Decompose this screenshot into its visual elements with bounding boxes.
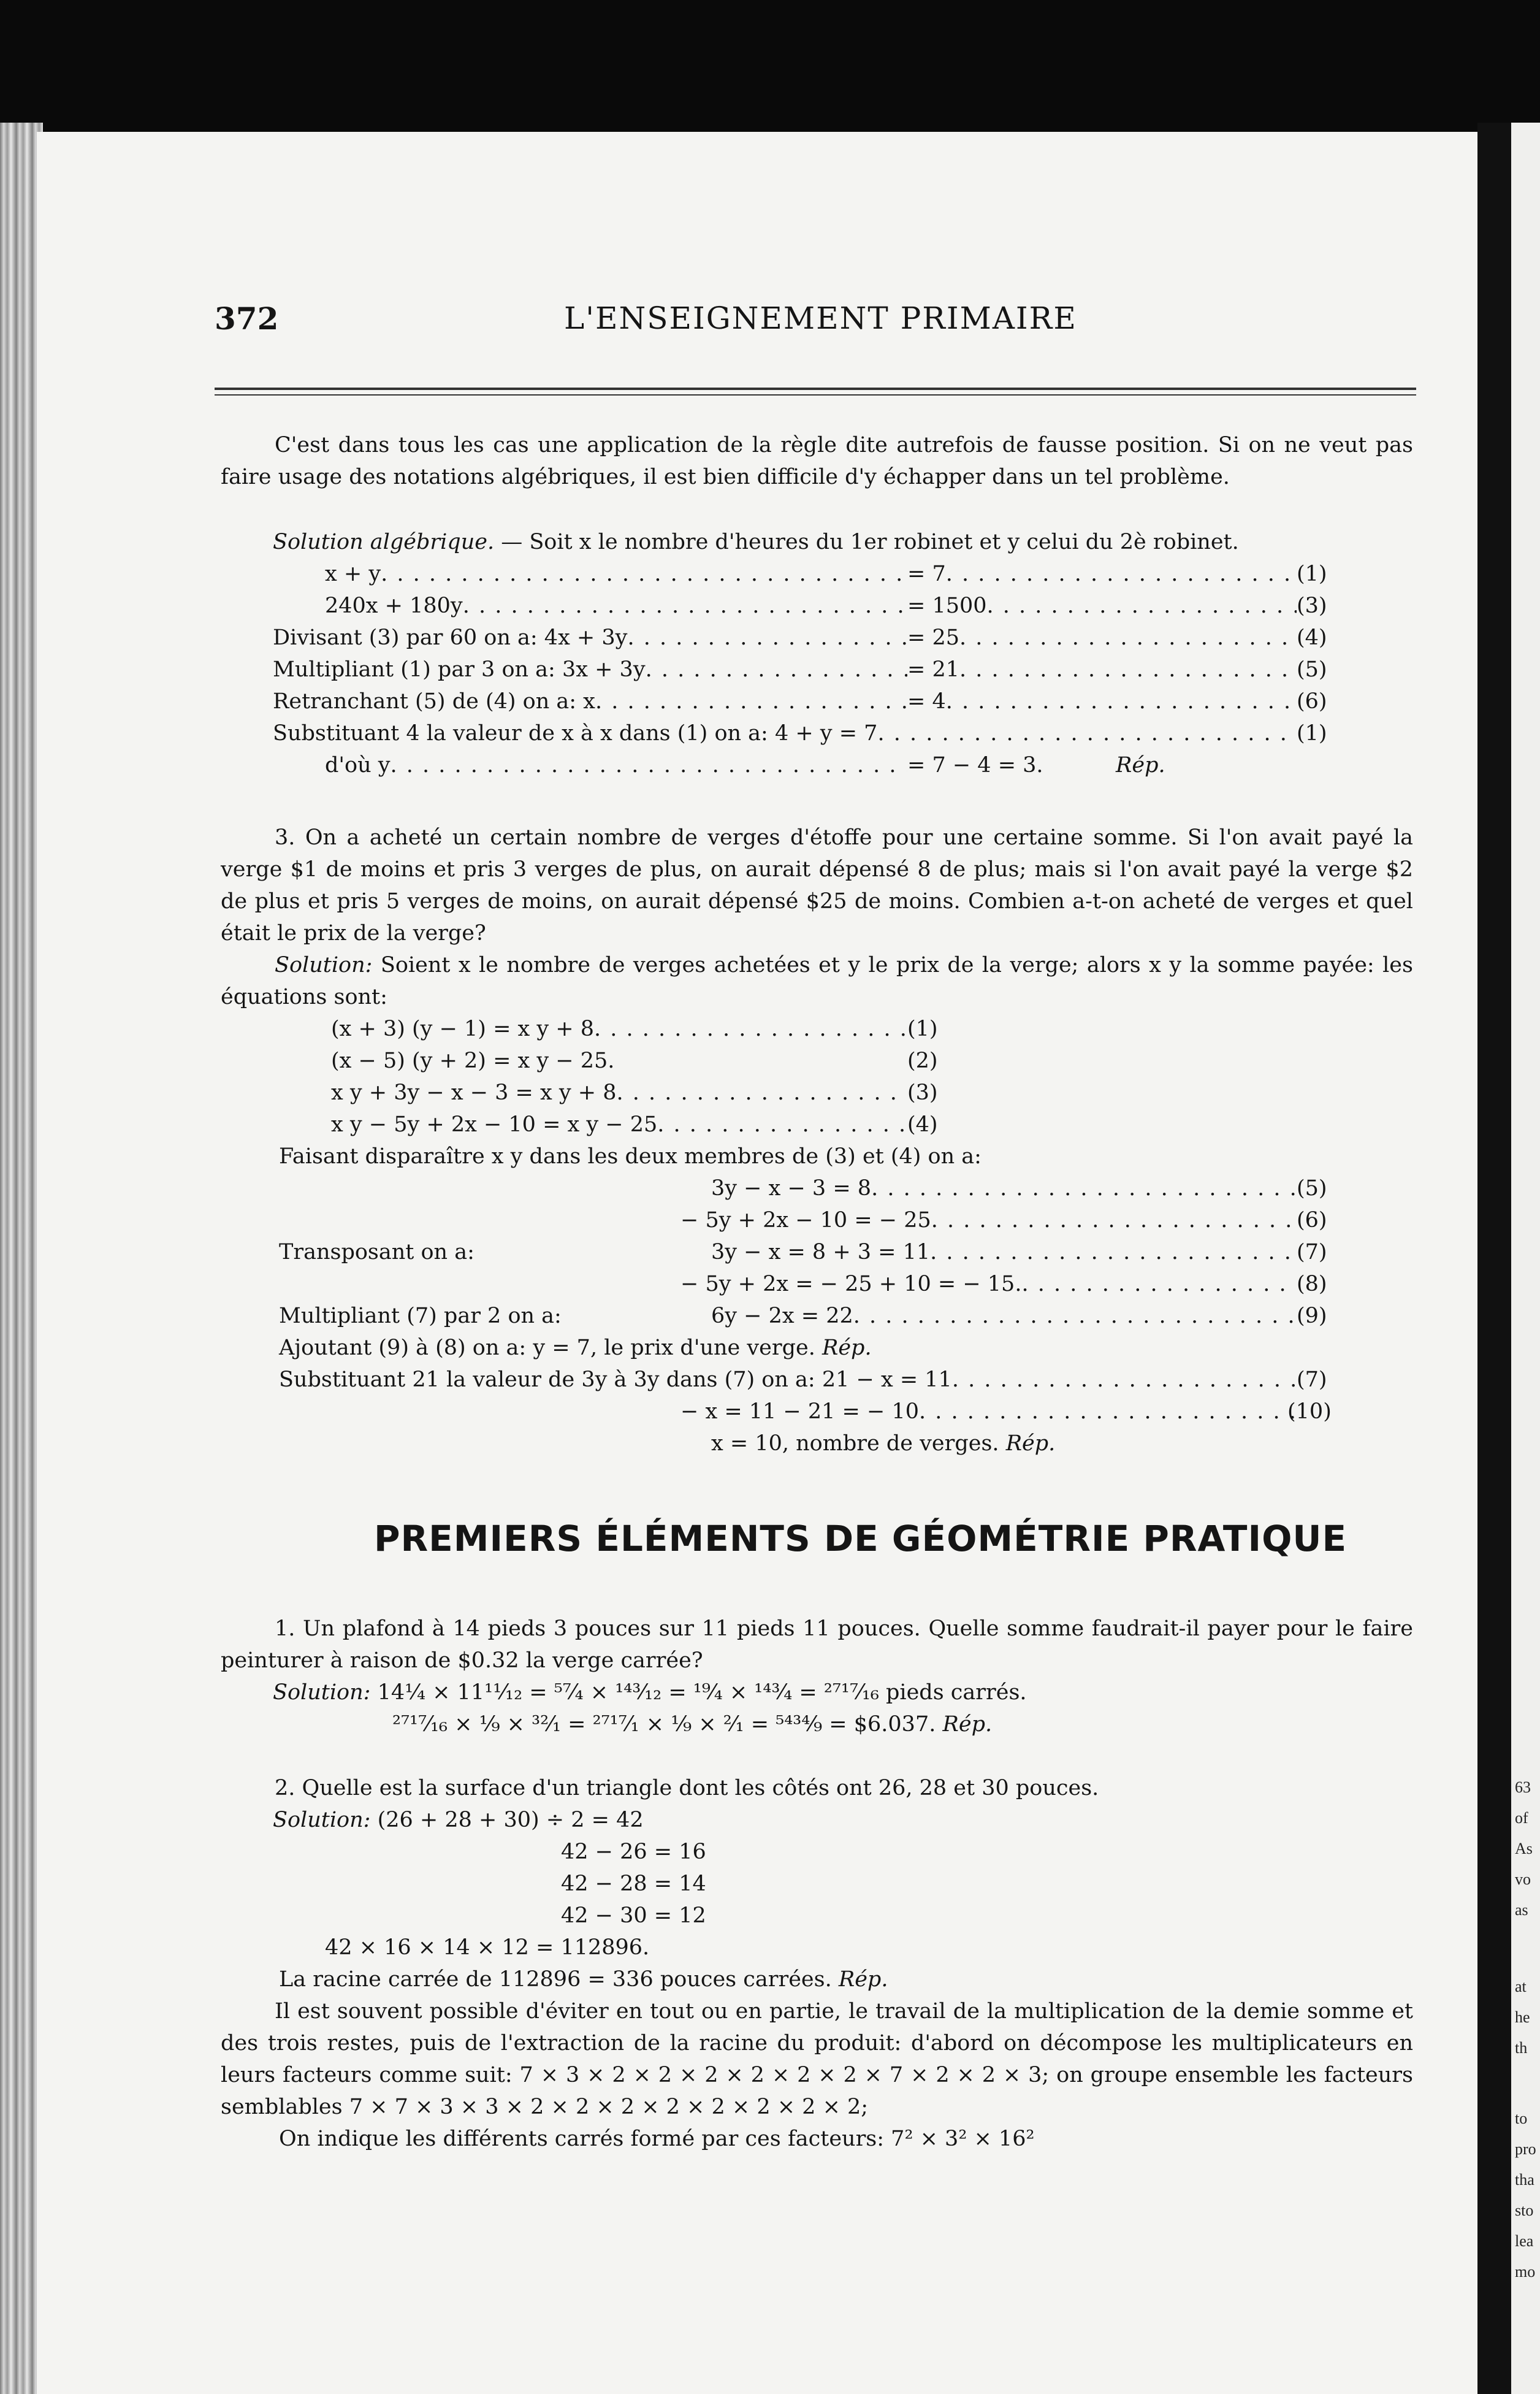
intro-paragraph: C'est dans tous les cas une application de la règle dite autrefois de fausse position. Si on ne veut pas faire usage des notations algébriques, il est bien difficile d'y échapper dans un tel problème.: [221, 433, 1413, 489]
geometry-2-paragraph: Il est souvent possible d'éviter en tout ou en partie, le travail de la multiplication de la demie somme et des trois restes, puis de l'extraction de la racine du produit: d'abord on décompose les multiplicateurs en leurs facteurs comme suit: 7 × 3 × 2 × 2 × 2 × 2 × 2 × 2 × 7 × 2 × 2 × 3; on groupe ensemble les facteurs semblables 7 × 7 × 3 × 3 × 2 × 2 × 2 × 2 × 2 × 2 × 2 × 2;: [221, 1999, 1413, 2119]
sol1-row-2-ref: (3): [1297, 594, 1327, 618]
geometry-2-line-3: 42 − 28 = 14: [561, 1872, 706, 1896]
problem-3-statement: 3. On a acheté un certain nombre de verges d'étoffe pour une certaine somme. Si l'on avait payé la verge $1 de moins et pris 3 verges de plus, on aurait dépensé 8 de plus; mais si l'on avait payé la verge $2 de plus et pris 5 verges de moins, on aurait dépensé $25 de moins. Combien a-t-on acheté de verges et quel était le prix de la verge?: [221, 825, 1413, 946]
prob3-ajoutant: Ajoutant (9) à (8) on a: y = 7, le prix d'une verge. Rép.: [279, 1336, 872, 1360]
sol1-row-6-left: Substituant 4 la valeur de x à x dans (1) on a: 4 + y = 7 . . .: [273, 717, 1297, 749]
geometry-2-product: 42 × 16 × 14 × 12 = 112896.: [325, 1935, 650, 1960]
facing-fragment: at: [1515, 1978, 1527, 1995]
prob3-eq-2: (x − 5) (y + 2) = x y − 25.: [331, 1049, 615, 1073]
prob3-step-6: − 5y + 2x − 10 = − 25 . . .: [680, 1204, 1297, 1236]
facing-page-edge: [1511, 123, 1540, 2394]
facing-fragment: to: [1515, 2109, 1528, 2127]
prob3-step-9-ref: (9): [1297, 1304, 1327, 1328]
facing-fragment: th: [1515, 2039, 1528, 2057]
sol1-row-1-mid: = 7 . . .: [907, 558, 1297, 590]
page-number: 372: [215, 300, 279, 337]
sol1-row-4-left: Multipliant (1) par 3 on a: 3x + 3y . . .: [273, 654, 907, 686]
sol1-row-4-mid: = 21 . . .: [907, 654, 1297, 686]
section-title: PREMIERS ÉLÉMENTS DE GÉOMÉTRIE PRATIQUE: [374, 1518, 1348, 1559]
sol1-row-7-mid: = 7 − 4 = 3.: [907, 753, 1043, 778]
facing-fragment: mo: [1515, 2263, 1536, 2281]
facing-fragment: of: [1515, 1809, 1528, 1827]
facing-fragment: 63: [1515, 1778, 1531, 1796]
solution-1-heading: [273, 526, 1239, 558]
prob3-faisant: Faisant disparaître x y dans les deux membres de (3) et (4) on a:: [279, 1144, 982, 1169]
geometry-2-racine: La racine carrée de 112896 = 336 pouces carrées. Rép.: [279, 1967, 888, 1992]
prob3-last-1-ref: (10): [1287, 1399, 1332, 1424]
prob3-step-7-ref: (7): [1297, 1240, 1327, 1264]
geometry-2-solution: Solution: (26 + 28 + 30) ÷ 2 = 42: [273, 1808, 644, 1832]
prob3-step-5-ref: (5): [1297, 1176, 1327, 1201]
geometry-1-solution-2: ²⁷¹⁷⁄₁₆ × ⅑ × ³²⁄₁ = ²⁷¹⁷⁄₁ × ⅑ × ²⁄₁ = ⁵⁴³⁴⁄₉ = $6.037. Rép.: [392, 1712, 993, 1737]
prob3-step-9-label: Multipliant (7) par 2 on a:: [279, 1304, 562, 1328]
facing-fragment: pro: [1515, 2140, 1536, 2158]
sol1-row-7-left: d'où y . . .: [325, 749, 907, 781]
header-rule-thin: [215, 394, 1416, 396]
facing-fragment: sto: [1515, 2201, 1534, 2219]
sol1-row-3-ref: (4): [1297, 625, 1327, 650]
prob3-last-2: x = 10, nombre de verges. Rép.: [711, 1431, 1056, 1456]
facing-fragment: as: [1515, 1901, 1528, 1919]
prob3-step-7-label: Transposant on a:: [279, 1240, 475, 1264]
sol1-row-1-left: x + y . . .: [325, 558, 907, 590]
facing-fragment: he: [1515, 2008, 1530, 2026]
geometry-2-statement: 2. Quelle est la surface d'un triangle dont les côtés ont 26, 28 et 30 pouces.: [275, 1776, 1099, 1800]
prob3-step-8: − 5y + 2x = − 25 + 10 = − 15. . . .: [680, 1268, 1297, 1300]
prob3-step-6-ref: (6): [1297, 1208, 1327, 1233]
sol1-row-5-ref: (6): [1297, 689, 1327, 714]
prob3-eq-1-ref: (1): [907, 1017, 938, 1041]
prob3-substituant: Substituant 21 la valeur de 3y à 3y dans (7) on a: 21 − x = 11 . . .: [279, 1364, 1297, 1396]
prob3-eq-1: (x + 3) (y − 1) = x y + 8 . . .: [331, 1013, 907, 1045]
sol1-row-2-left: 240x + 180y . . .: [325, 590, 907, 622]
prob3-eq-4: x y − 5y + 2x − 10 = x y − 25 . . .: [331, 1109, 907, 1141]
problem-3-solution-intro: Solution: Soient x le nombre de verges achetées et y le prix de la verge; alors x y la somme payée: les équations sont:: [221, 953, 1413, 1009]
sol1-row-6-ref: (1): [1297, 721, 1327, 746]
sol1-row-4-ref: (5): [1297, 657, 1327, 682]
sol1-row-1-ref: (1): [1297, 562, 1327, 586]
geometry-1-solution-1: Solution: 14¼ × 11¹¹⁄₁₂ = ⁵⁷⁄₄ × ¹⁴³⁄₁₂ = ¹⁹⁄₄ × ¹⁴³⁄₄ = ²⁷¹⁷⁄₁₆ pieds carrés.: [273, 1680, 1027, 1705]
prob3-step-9: 6y − 2x = 22 . . .: [711, 1300, 1297, 1332]
prob3-eq-3-ref: (3): [907, 1080, 938, 1105]
prob3-substituant-ref: (7): [1297, 1367, 1327, 1392]
prob3-last-1: − x = 11 − 21 = − 10 . . .: [680, 1396, 1297, 1428]
prob3-eq-2-ref: (2): [907, 1049, 938, 1073]
geometry-2-line-2: 42 − 26 = 16: [561, 1840, 706, 1864]
header-rule: [215, 388, 1416, 390]
running-title: L'ENSEIGNEMENT PRIMAIRE: [564, 300, 1077, 336]
facing-fragment: lea: [1515, 2232, 1534, 2250]
sol1-row-3-mid: = 25 . . .: [907, 622, 1297, 654]
solution-1-text: — Soit x le nombre d'heures du 1er robinet et y celui du 2è robinet.: [494, 530, 1239, 554]
book-spine-gutter: [1477, 123, 1511, 2394]
geometry-1-statement: 1. Un plafond à 14 pieds 3 pouces sur 11 pieds 11 pouces. Quelle somme faudrait-il payer pour le faire peinturer à raison de $0.32 la verge carrée?: [221, 1616, 1413, 1673]
prob3-eq-4-ref: (4): [907, 1112, 938, 1137]
prob3-eq-3: x y + 3y − x − 3 = x y + 8 . . .: [331, 1077, 907, 1109]
facing-fragment: As: [1515, 1840, 1533, 1857]
sol1-row-5-mid: = 4 . . .: [907, 686, 1297, 717]
sol1-row-7-rep: Rép.: [1116, 753, 1165, 778]
prob3-step-7: 3y − x = 8 + 3 = 11 . . .: [711, 1236, 1297, 1268]
sol1-row-5-left: Retranchant (5) de (4) on a: x . . .: [273, 686, 907, 717]
prob3-step-5: 3y − x − 3 = 8 . . .: [711, 1172, 1297, 1204]
sol1-row-3-left: Divisant (3) par 60 on a: 4x + 3y . . .: [273, 622, 907, 654]
geometry-2-line-4: 42 − 30 = 12: [561, 1903, 706, 1928]
facing-fragment: vo: [1515, 1870, 1531, 1888]
scan-top-border: [0, 0, 1540, 135]
facing-fragment: tha: [1515, 2171, 1534, 2189]
geometry-2-last-line: On indique les différents carrés formé par ces facteurs: 7² × 3² × 16²: [279, 2127, 1035, 2151]
sol1-row-2-mid: = 1500 . . .: [907, 590, 1297, 622]
prob3-step-8-ref: (8): [1297, 1272, 1327, 1296]
solution-1-label: Solution algébrique.: [273, 530, 495, 554]
